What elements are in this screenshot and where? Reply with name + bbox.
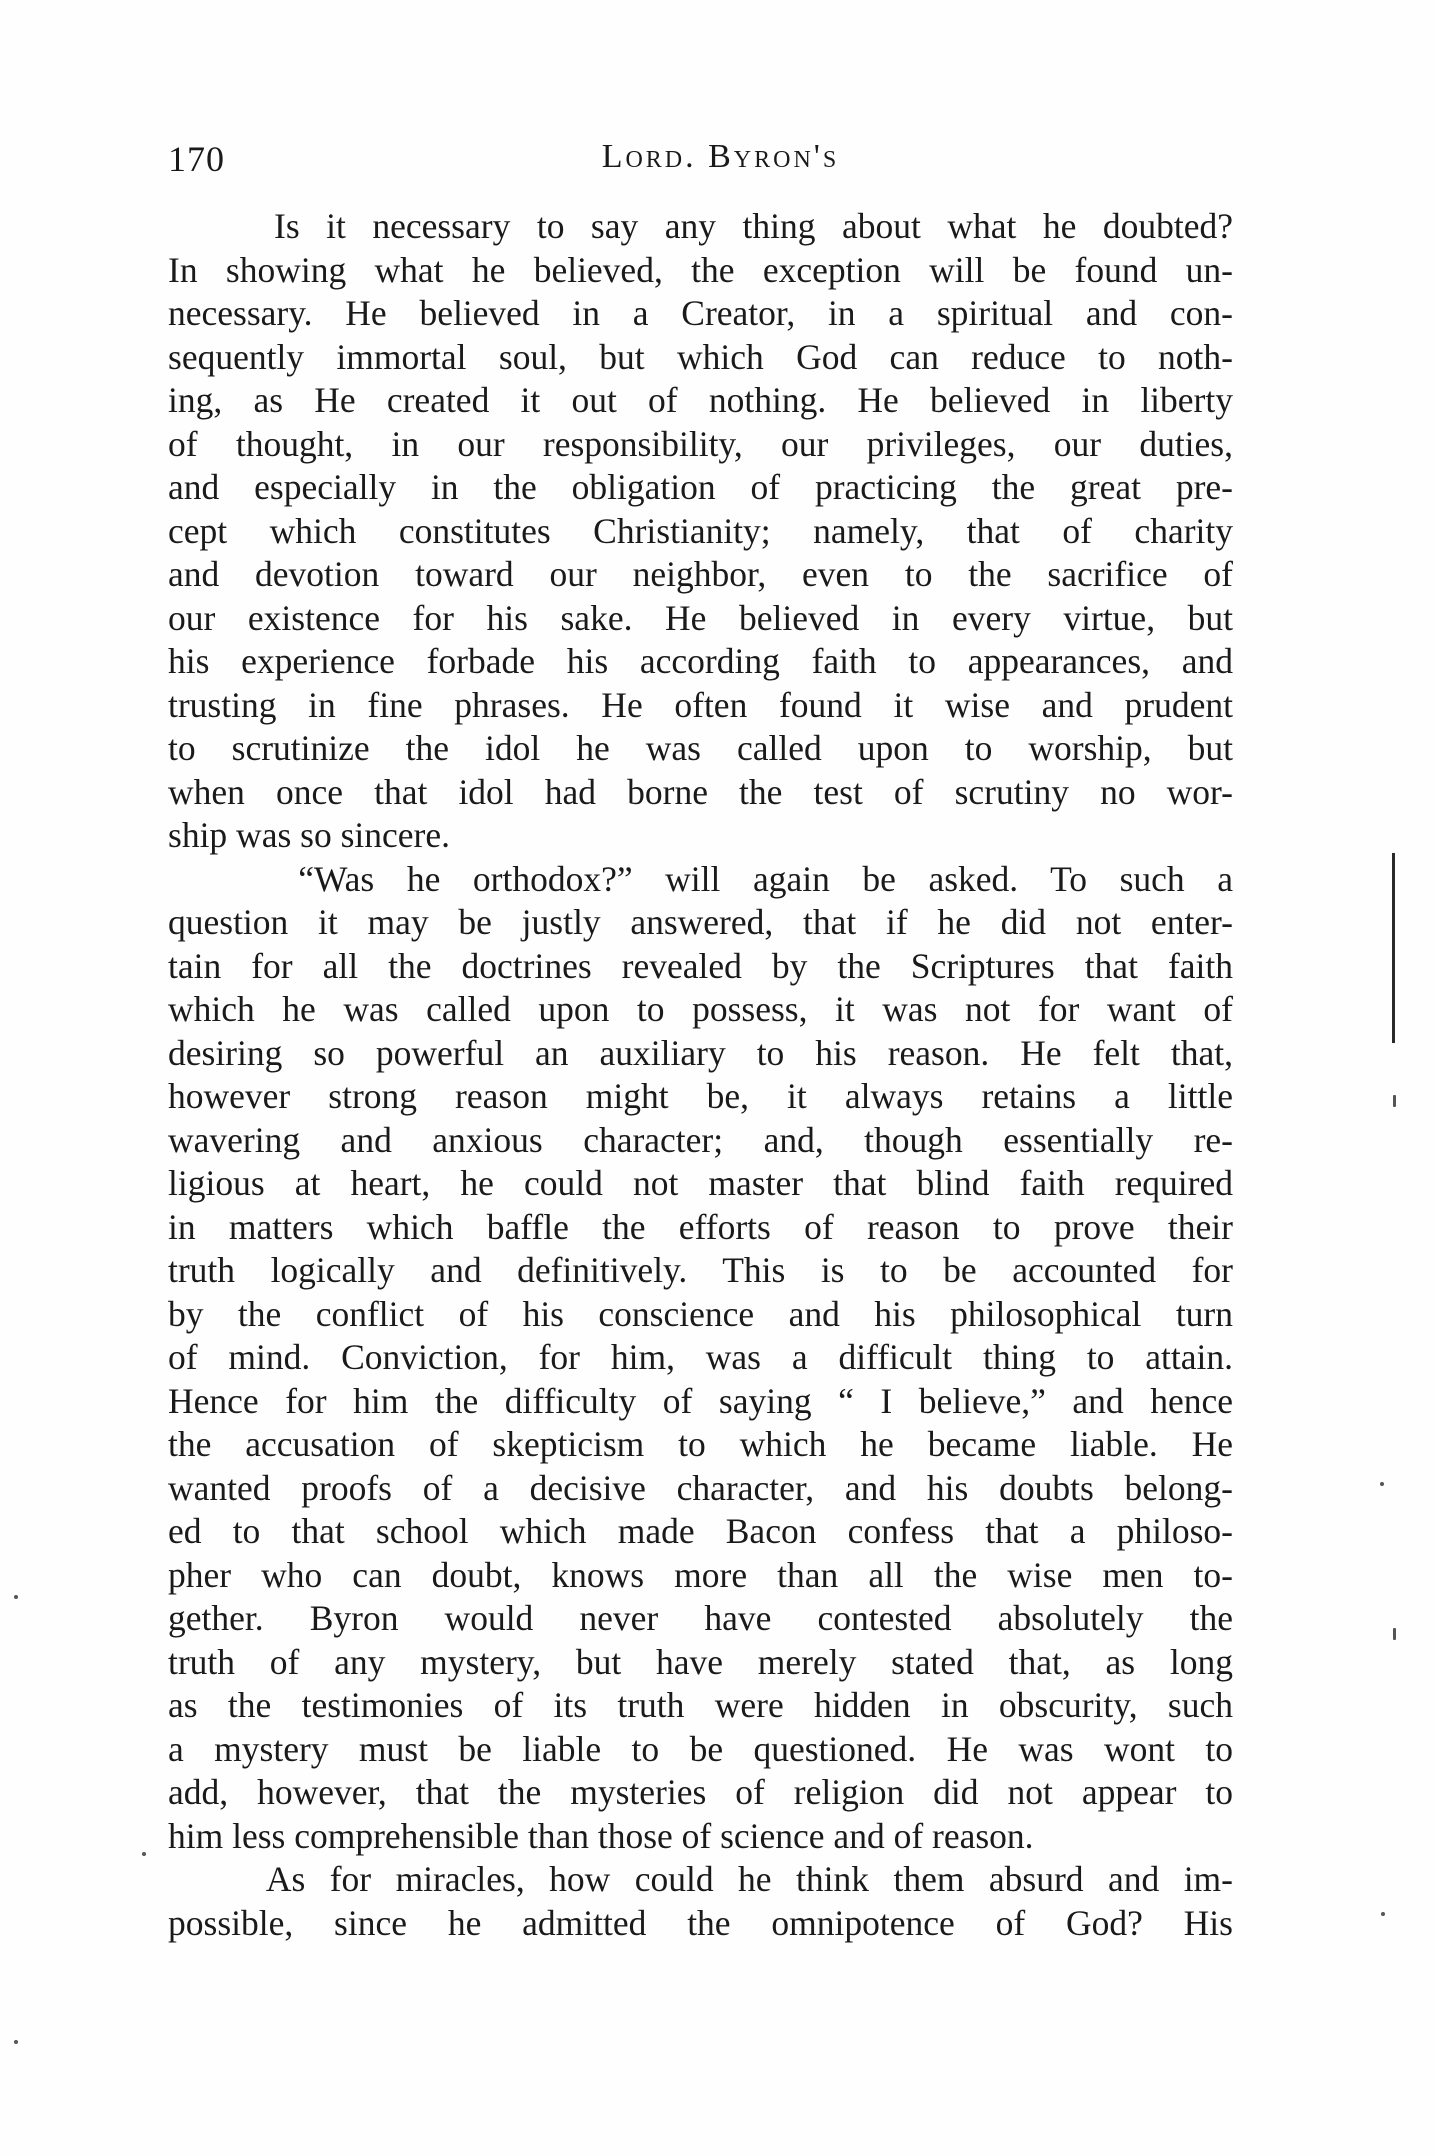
text-line: him less comprehensible than those of science and of reason.	[168, 1815, 1034, 1856]
text-line: cept which constitutes Christianity; namely, that of charity	[168, 510, 1233, 551]
text-line: our existence for his sake. He believed in every virtue, but	[168, 597, 1233, 638]
text-line: wavering and anxious character; and, though essentially re-	[168, 1119, 1233, 1160]
scan-speck	[14, 1595, 18, 1599]
text-line: tain for all the doctrines revealed by the Scriptures that faith	[168, 945, 1233, 986]
scan-speck	[14, 2040, 18, 2044]
page-header	[168, 138, 1233, 188]
text-line: ed to that school which made Bacon confess that a philoso-	[168, 1511, 1233, 1551]
text-line: ship was so sincere.	[168, 815, 450, 855]
text-line: of thought, in our responsibility, our privileges, our duties,	[168, 423, 1233, 464]
text-line: question it may be justly answered, that if he did not enter-	[168, 902, 1233, 942]
scan-speck	[1393, 1628, 1396, 1640]
text-line: pher who can doubt, knows more than all the wise men to-	[168, 1554, 1233, 1595]
text-line: possible, since he admitted the omnipotence of God? His	[168, 1902, 1233, 1943]
running-head: Lord. Byron's	[601, 138, 840, 175]
body-text	[168, 205, 1233, 1945]
text-line: In showing what he believed, the exception will be found un-	[168, 249, 1233, 290]
text-line: truth of any mystery, but have merely stated that, as long	[168, 1641, 1233, 1682]
text-line: his experience forbade his according faith to appearances, and	[168, 641, 1233, 681]
text-line: to scrutinize the idol he was called upon to worship, but	[168, 728, 1233, 768]
text-line: which he was called upon to possess, it was not for want of	[168, 989, 1233, 1029]
text-line: ing, as He created it out of nothing. He believed in liberty	[168, 380, 1233, 420]
text-line: a mystery must be liable to be questioned. He was wont to	[168, 1728, 1233, 1769]
scan-speck	[1380, 1482, 1384, 1486]
text-line: “Was he orthodox?” will again be asked. To such a	[168, 858, 1233, 899]
text-line: truth logically and definitively. This is to be accounted for	[168, 1250, 1233, 1290]
text-line: add, however, that the mysteries of religion did not appear to	[168, 1772, 1233, 1812]
text-line: necessary. He believed in a Creator, in a spiritual and con-	[168, 293, 1233, 333]
scan-speck	[1381, 1912, 1385, 1916]
text-line: Hence for him the difficulty of saying “ I believe,” and hence	[168, 1380, 1233, 1421]
text-line: of mind. Conviction, for him, was a difficult thing to attain.	[168, 1337, 1233, 1377]
text-line: the accusation of skepticism to which he became liable. He	[168, 1424, 1233, 1464]
text-line: sequently immortal soul, but which God can reduce to noth-	[168, 336, 1233, 377]
text-line: and devotion toward our neighbor, even to the sacrifice of	[168, 554, 1233, 594]
text-line: wanted proofs of a decisive character, and his doubts belong-	[168, 1467, 1233, 1508]
text-line: gether. Byron would never have contested absolutely the	[168, 1598, 1233, 1638]
text-line: ligious at heart, he could not master that blind faith required	[168, 1163, 1233, 1203]
text-line: and especially in the obligation of practicing the great pre-	[168, 467, 1233, 507]
text-line: by the conflict of his conscience and his philosophical turn	[168, 1293, 1233, 1334]
margin-scan-line	[1392, 853, 1395, 1043]
page-number: 170	[168, 139, 225, 179]
text-line: As for miracles, how could he think them absurd and im-	[168, 1859, 1233, 1899]
text-line: trusting in fine phrases. He often found it wise and prudent	[168, 684, 1233, 725]
text-line: as the testimonies of its truth were hidden in obscurity, such	[168, 1685, 1233, 1725]
text-line: desiring so powerful an auxiliary to his reason. He felt that,	[168, 1032, 1233, 1073]
text-line: when once that idol had borne the test of scrutiny no wor-	[168, 771, 1233, 812]
scan-speck	[142, 1852, 146, 1856]
text-line: Is it necessary to say any thing about what he doubted?	[168, 206, 1233, 246]
text-line: however strong reason might be, it always retains a little	[168, 1076, 1233, 1116]
scan-speck	[1393, 1095, 1396, 1107]
text-line: in matters which baffle the efforts of reason to prove their	[168, 1206, 1233, 1247]
